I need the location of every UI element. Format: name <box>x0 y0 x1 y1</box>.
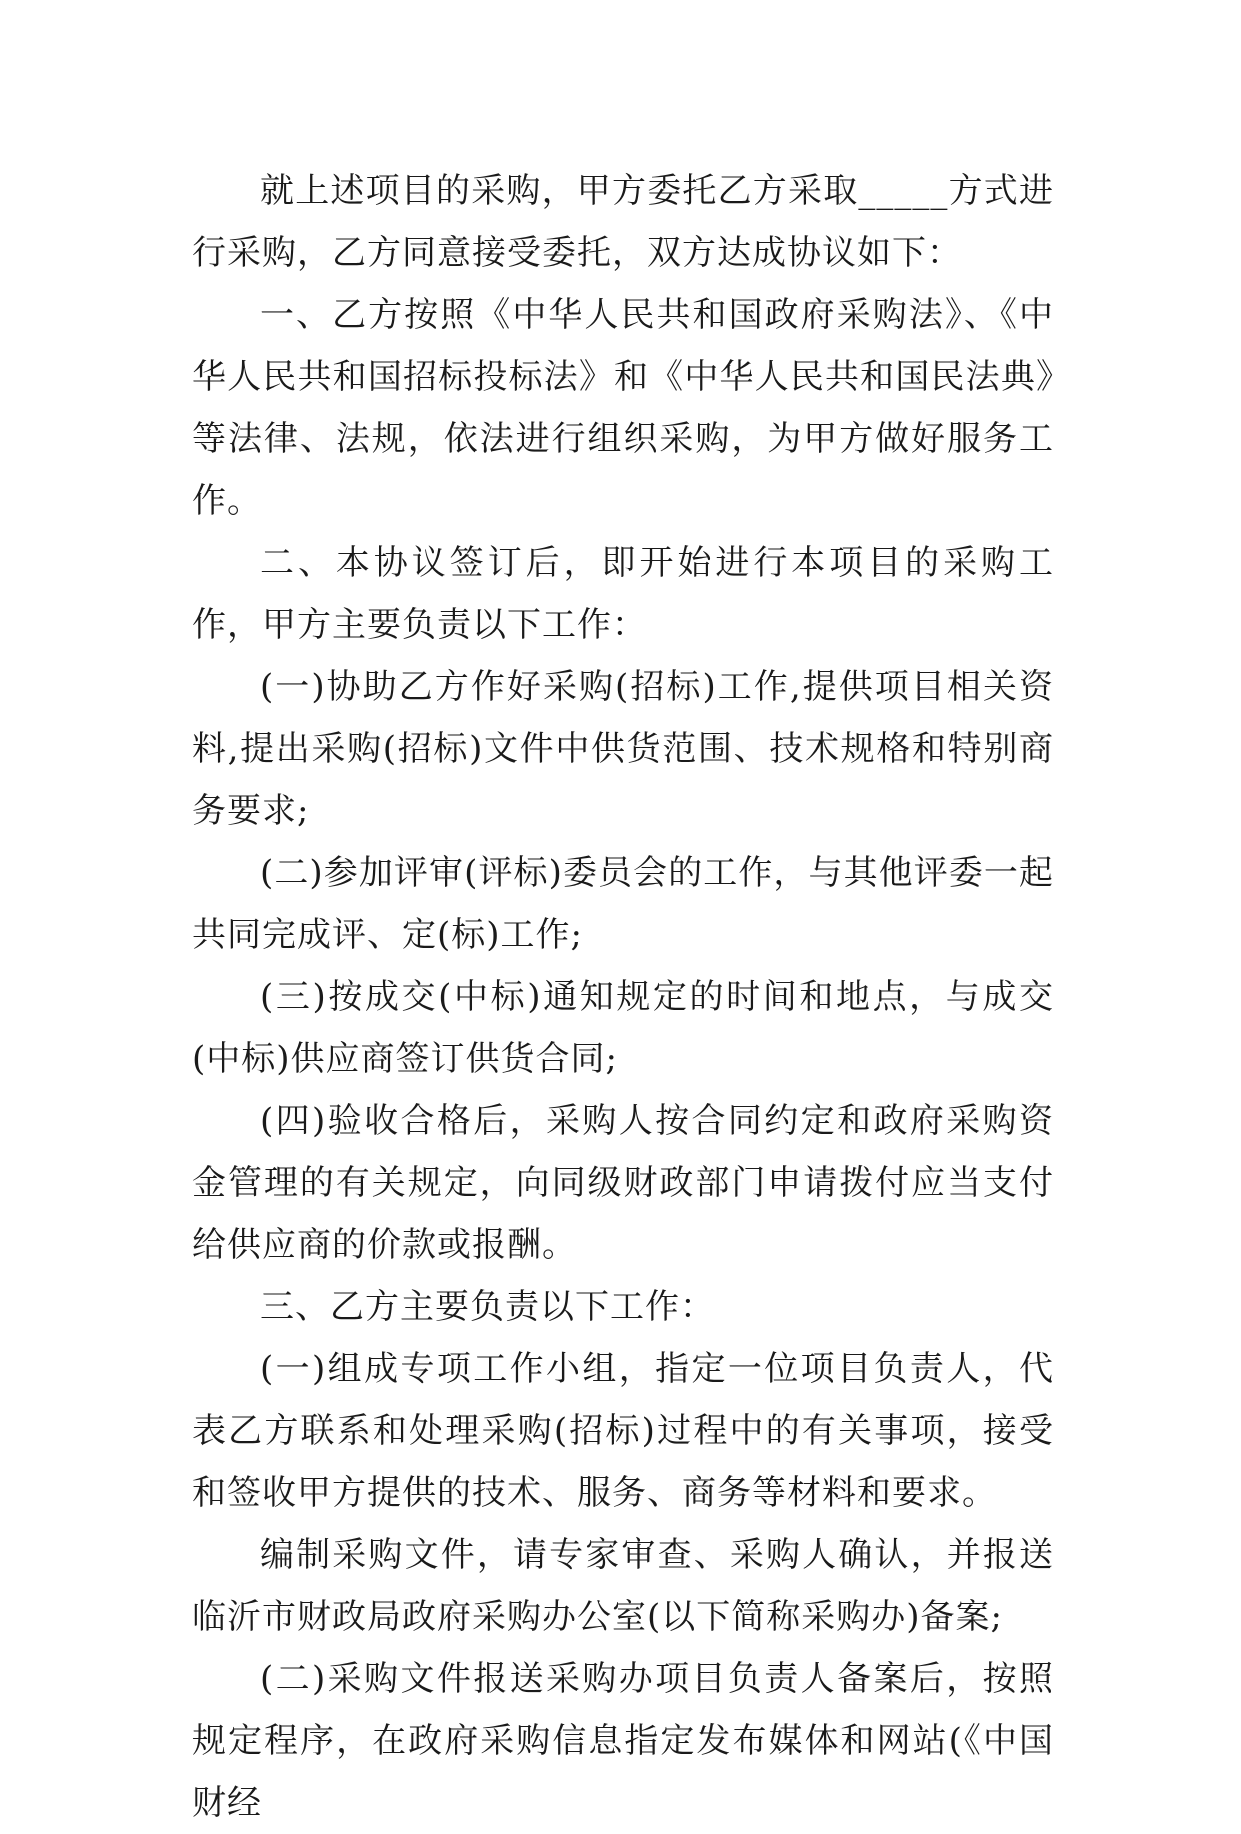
paragraph-clause-3-item-2: (二)采购文件报送采购办项目负责人备案后，按照规定程序，在政府采购信息指定发布媒体和网站(《中国财经 <box>192 1659 1054 1823</box>
paragraph-clause-3-item-1: (一)组成专项工作小组，指定一位项目负责人，代表乙方联系和处理采购(招标)过程中的有关事项，接受和签收甲方提供的技术、服务、商务等材料和要求。 <box>192 1349 1054 1513</box>
document-body <box>192 160 1054 1834</box>
paragraph-clause-3-prepare-docs: 编制采购文件，请专家审查、采购人确认，并报送临沂市财政局政府采购办公室(以下简称采购办)备案; <box>192 1535 1054 1637</box>
paragraph-intro: 就上述项目的采购，甲方委托乙方采取_____方式进行采购，乙方同意接受委托，双方达成协议如下： <box>192 171 1054 273</box>
paragraph-clause-3: 三、乙方主要负责以下工作： <box>260 1287 715 1327</box>
paragraph-clause-2: 二、本协议签订后，即开始进行本项目的采购工作，甲方主要负责以下工作： <box>192 543 1054 645</box>
paragraph-clause-1: 一、乙方按照《中华人民共和国政府采购法》、《中华人民共和国招标投标法》和《中华人民共和国民法典》等法律、法规，依法进行组织采购，为甲方做好服务工作。 <box>192 295 1054 521</box>
paragraph-clause-2-item-1: (一)协助乙方作好采购(招标)工作,提供项目相关资料,提出采购(招标)文件中供货范围、技术规格和特别商务要求; <box>192 667 1054 831</box>
paragraph-clause-2-item-4: (四)验收合格后，采购人按合同约定和政府采购资金管理的有关规定，向同级财政部门申请拨付应当支付给供应商的价款或报酬。 <box>192 1101 1054 1265</box>
paragraph-clause-2-item-3: (三)按成交(中标)通知规定的时间和地点，与成交(中标)供应商签订供货合同; <box>192 977 1054 1079</box>
paragraph-clause-2-item-2: (二)参加评审(评标)委员会的工作，与其他评委一起共同完成评、定(标)工作; <box>192 853 1054 955</box>
